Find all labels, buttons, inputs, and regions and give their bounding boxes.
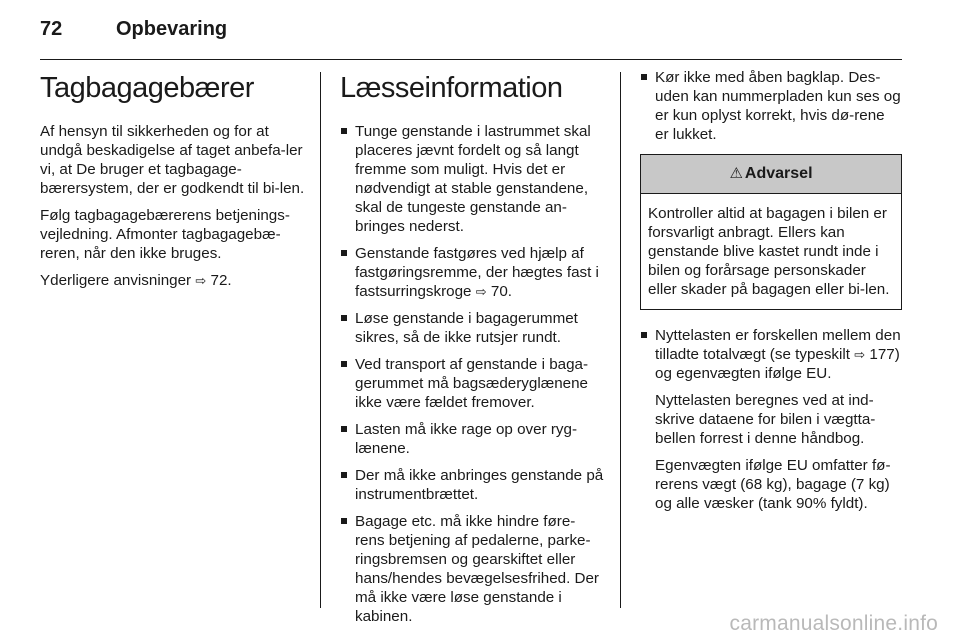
list-item xyxy=(340,244,604,301)
warning-title: Advarsel xyxy=(744,165,813,182)
tailgate-list xyxy=(640,68,902,144)
list-item-text: Genstande fastgøres ved hjælp af fastgøringsremme, der hægtes fast i fastsurringskroge xyxy=(355,245,599,300)
watermark: carmanualsonline.info xyxy=(729,612,938,635)
list-item: Løse genstande i bagagerummet sikres, så de ikke rutsjer rundt. xyxy=(340,309,604,347)
reference-page[interactable]: 177) og egenvægten ifølge EU. xyxy=(655,346,900,382)
reference-page[interactable]: 70. xyxy=(490,283,512,300)
page-ref-arrow-icon: ⇨ xyxy=(475,284,487,299)
loading-list xyxy=(340,122,604,626)
list-item: Bagage etc. må ikke hindre føre-rens betjening af pedalerne, parke-ringsbremsen og gearskiftet eller hans/hendes bevægelsesfrihed. Der må ikke være løse genstande i kabinen. xyxy=(340,512,604,626)
page-ref-arrow-icon: ⇨ xyxy=(195,273,207,288)
paragraph: Af hensyn til sikkerheden og for at undgå beskadigelse af taget anbefa-ler vi, at De bruger et tagbagage-bærersystem, der er godkendt til bi-len. xyxy=(40,123,305,197)
column-divider-1 xyxy=(320,72,321,608)
heading-loading-info: Læsseinformation xyxy=(340,72,563,104)
page-ref-arrow-icon: ⇨ xyxy=(854,347,866,362)
list-item-paragraph: Egenvægten ifølge EU omfatter fø-rerens vægt (68 kg), bagage (7 kg) og alle væsker (tank 90% fyldt). xyxy=(655,457,891,512)
warning-triangle-icon: ⚠ xyxy=(729,165,743,182)
list-item: Lasten må ikke rage op over ryg-lænene. xyxy=(340,420,604,458)
list-item: Der må ikke anbringes genstande på instrumentbrættet. xyxy=(340,466,604,504)
page-number: 72 xyxy=(40,18,63,40)
list-item-paragraph: Nyttelasten beregnes ved at ind-skrive dataene for bilen i vægtta-bellen forrest i denne håndbog. xyxy=(655,392,876,447)
reference-page[interactable]: 72. xyxy=(210,272,232,289)
list-item-text: Nyttelasten er forskellen mellem den tilladte totalvægt (se typeskilt xyxy=(655,327,901,363)
payload-list xyxy=(640,326,902,513)
column-right xyxy=(640,68,902,521)
warning-box xyxy=(640,154,902,310)
paragraph: Følg tagbagagebærerens betjenings-vejledning. Afmonter tagbagagebæ-reren, når den ikke bruges. xyxy=(40,207,290,262)
column-left xyxy=(40,68,312,298)
list-item xyxy=(640,326,902,513)
section-title: Opbevaring xyxy=(116,18,228,40)
heading-roof-rack: Tagbagagebærer xyxy=(40,72,254,104)
column-divider-2 xyxy=(620,72,621,608)
column-middle xyxy=(340,68,604,634)
reference-text: Yderligere anvisninger xyxy=(40,272,192,289)
warning-header xyxy=(641,155,901,194)
reference-paragraph xyxy=(40,271,312,290)
list-item: Kør ikke med åben bagklap. Des-uden kan nummerpladen kun ses og er kun oplyst korrekt, hvis dø-rene er lukket. xyxy=(640,68,902,144)
warning-text: Kontroller altid at bagagen i bilen er forsvarligt anbragt. Ellers kan genstande blive kastet rundt inde i bilen og forårsage personskader eller skader på bagagen eller bi-len. xyxy=(648,205,890,298)
list-item: Ved transport af genstande i baga-gerummet må bagsæderyglænene ikke være fældet fremover. xyxy=(340,355,604,412)
list-item: Tunge genstande i lastrummet skal placeres jævnt fordelt og så langt fremme som muligt. Hvis det er nødvendigt at stable genstandene, skal de tungeste genstande an-bringes nederst. xyxy=(340,122,604,236)
header-rule xyxy=(40,59,902,60)
